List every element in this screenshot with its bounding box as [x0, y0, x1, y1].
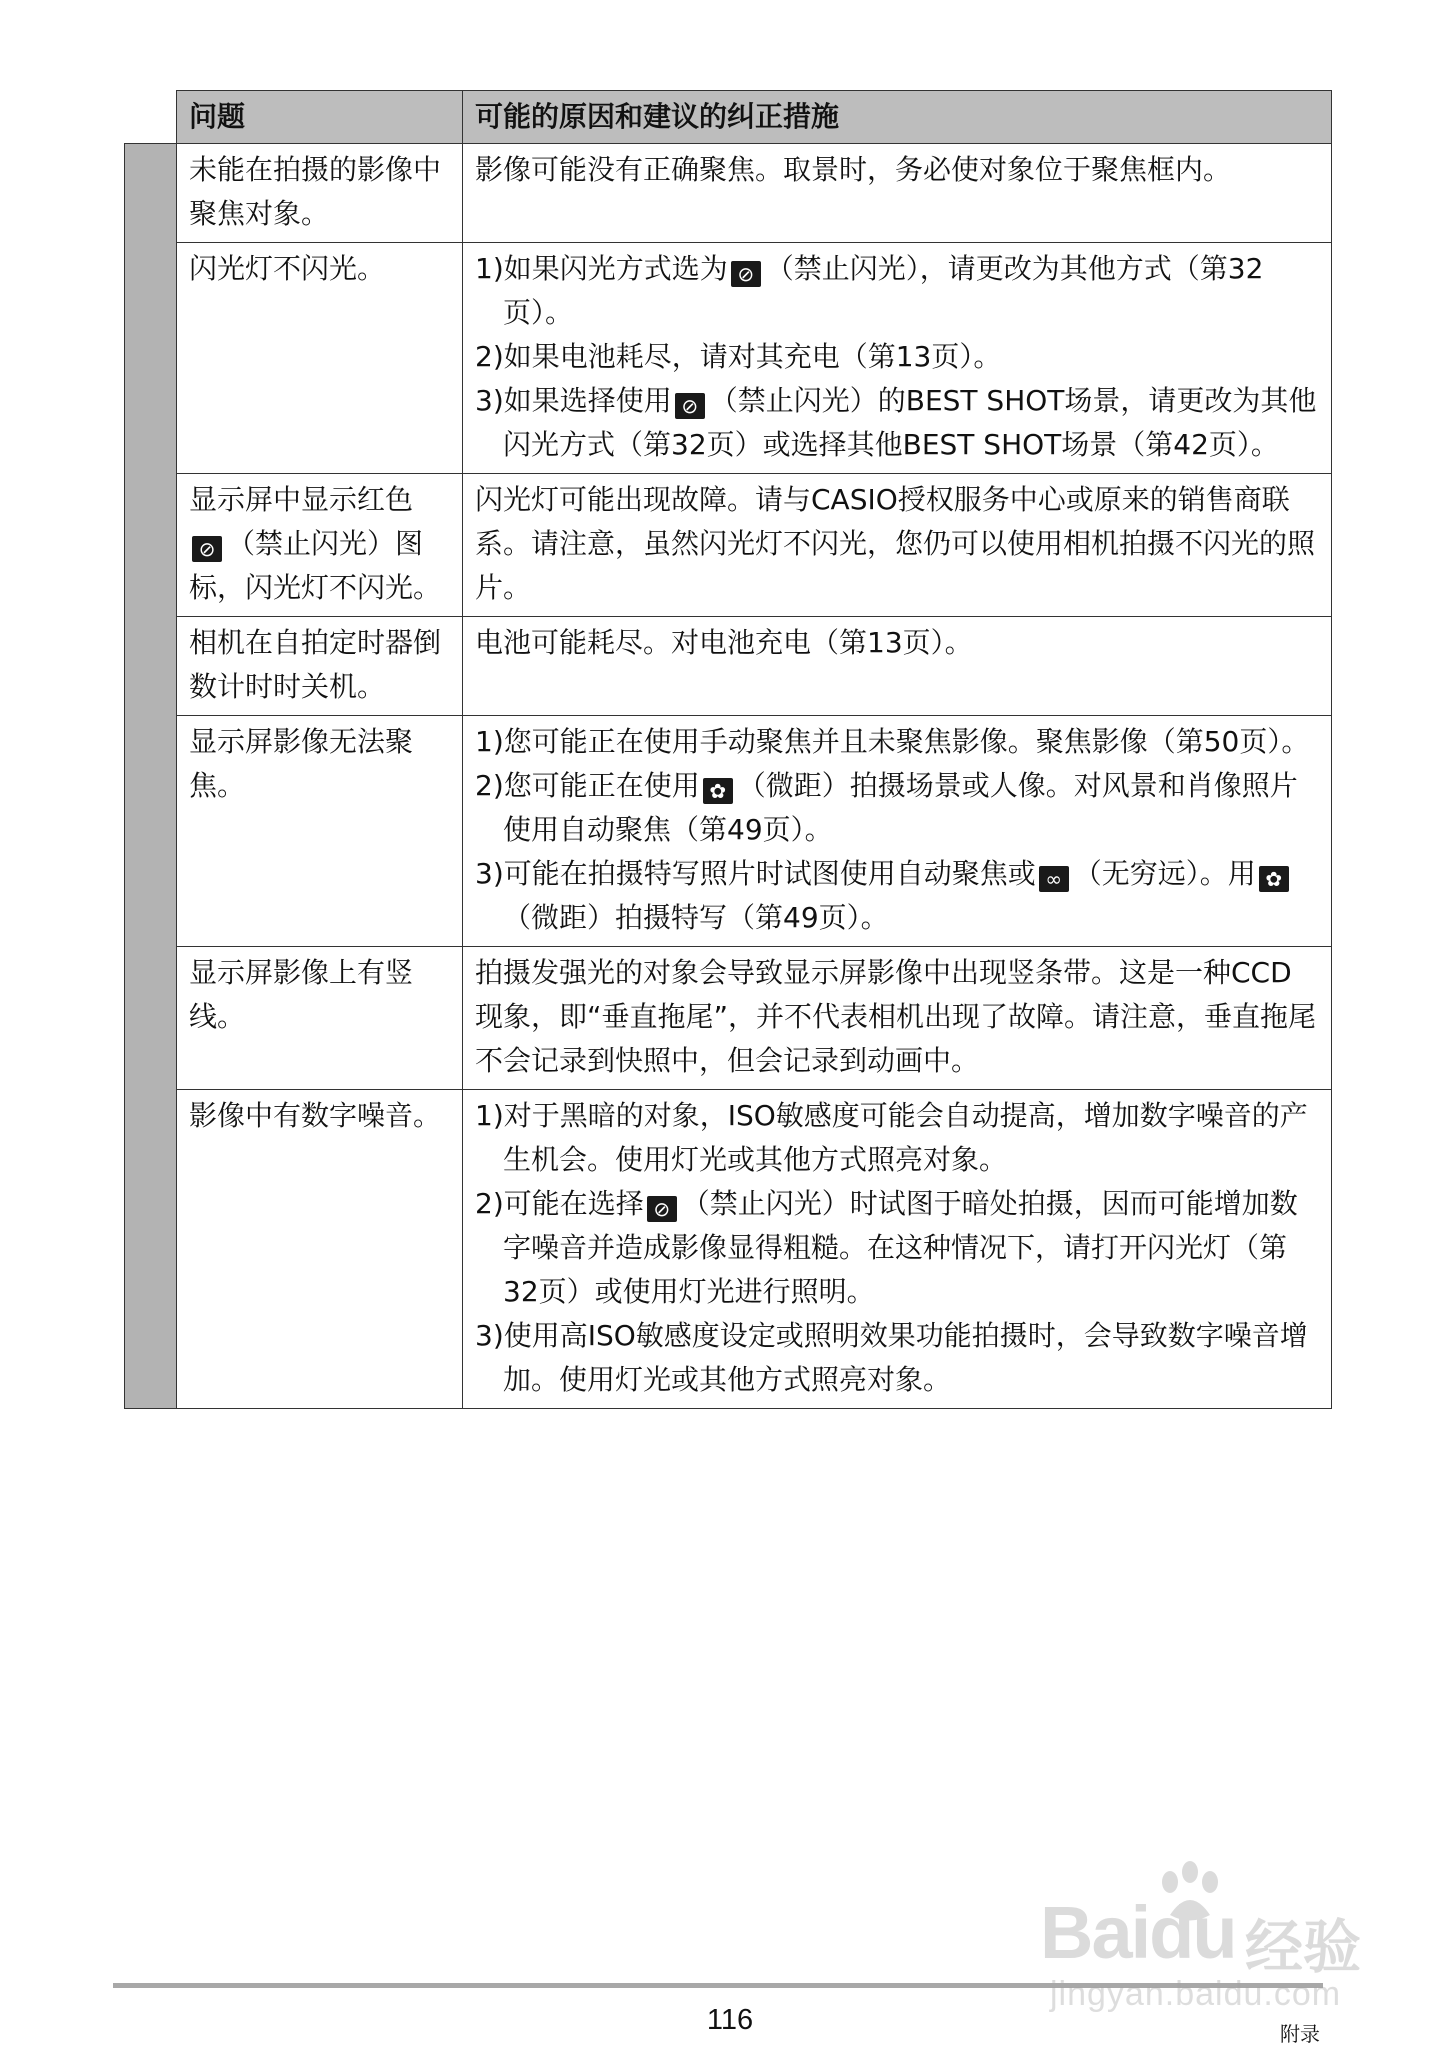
- text-segment: 1)您可能正在使用手动聚焦并且未聚焦影像。聚焦影像（第50页）。: [475, 725, 1310, 758]
- problem-cell: 相机在自拍定时器倒数计时时关机。: [177, 617, 463, 716]
- watermark-brand: Baidu: [1040, 1891, 1236, 1974]
- cause-item: [475, 720, 1319, 764]
- no-flash-icon: ⊘: [675, 393, 705, 419]
- no-flash-icon: ⊘: [192, 536, 222, 562]
- troubleshooting-table: [124, 90, 1332, 1409]
- text-segment: 3)使用高ISO敏感度设定或照明效果功能拍摄时，会导致数字噪音增加。使用灯光或其他方式照亮对象。: [475, 1319, 1308, 1396]
- text-segment: 闪光灯可能出现故障。请与CASIO授权服务中心或原来的销售商联系。请注意，虽然闪光灯不闪光，您仍可以使用相机拍摄不闪光的照片。: [475, 483, 1316, 604]
- text-segment: 拍摄发强光的对象会导致显示屏影像中出现竖条带。这是一种CCD现象，即“垂直拖尾”，并不代表相机出现了故障。请注意，垂直拖尾不会记录到快照中，但会记录到动画中。: [475, 956, 1317, 1077]
- watermark-brand-cn: 经验: [1245, 1913, 1362, 1981]
- cause-item: [475, 1182, 1319, 1314]
- table-row: [125, 474, 1332, 617]
- macro-icon: ✿: [1259, 866, 1289, 892]
- header-problem: 问题: [177, 91, 463, 144]
- baidu-watermark: [1040, 1860, 1370, 2020]
- table-row: [125, 716, 1332, 947]
- no-flash-icon: ⊘: [731, 261, 761, 287]
- text-segment: （微距）拍摄特写（第49页）。: [503, 901, 889, 934]
- causes-cell: [463, 243, 1332, 474]
- causes-cell: [463, 716, 1332, 947]
- watermark-url: jingyan.baidu.com: [1050, 1975, 1342, 2013]
- cause-item: [475, 621, 1319, 665]
- cause-item: [475, 1094, 1319, 1182]
- table-row: [125, 243, 1332, 474]
- problem-cell: 显示屏影像无法聚焦。: [177, 716, 463, 947]
- no-flash-icon: ⊘: [647, 1196, 677, 1222]
- problem-cell: 闪光灯不闪光。: [177, 243, 463, 474]
- text-segment: 2)可能在选择: [475, 1187, 644, 1220]
- table-body: [125, 144, 1332, 1409]
- table-row: [125, 1090, 1332, 1409]
- cause-item: [475, 1314, 1319, 1402]
- text-segment: 2)您可能正在使用: [475, 769, 700, 802]
- macro-icon: ✿: [703, 778, 733, 804]
- text-segment: （禁止闪光），请更改为其他方式（第32页）。: [503, 252, 1264, 329]
- problem-cell: 显示屏影像上有竖线。: [177, 947, 463, 1090]
- cause-item: [475, 852, 1319, 940]
- section-side-bar: [125, 144, 177, 1409]
- text-segment: （禁止闪光）的BEST SHOT场景，请更改为其他闪光方式（第32页）或选择其他BEST SHOT场景（第42页）。: [503, 384, 1317, 461]
- table-row: [125, 617, 1332, 716]
- causes-cell: [463, 474, 1332, 617]
- text-segment: 1)如果闪光方式选为: [475, 252, 728, 285]
- problem-cell: 影像中有数字噪音。: [177, 1090, 463, 1409]
- text-segment: 影像可能没有正确聚焦。取景时，务必使对象位于聚焦框内。: [475, 153, 1232, 186]
- text-segment: （无穷远）。用: [1073, 857, 1256, 890]
- text-segment: （禁止闪光）图标，闪光灯不闪光。: [189, 527, 442, 604]
- text-segment: 显示屏中显示红色: [189, 483, 414, 516]
- cause-item: [475, 379, 1319, 467]
- problem-cell: [177, 474, 463, 617]
- causes-cell: [463, 1090, 1332, 1409]
- causes-cell: [463, 617, 1332, 716]
- table-header-row: [125, 91, 1332, 144]
- page-number: 116: [706, 2004, 754, 2036]
- cause-item: [475, 247, 1319, 335]
- header-corner: [125, 91, 177, 144]
- text-segment: （微距）拍摄场景或人像。对风景和肖像照片使用自动聚焦（第49页）。: [503, 769, 1298, 846]
- text-segment: 1)对于黑暗的对象，ISO敏感度可能会自动提高，增加数字噪音的产生机会。使用灯光或其他方式照亮对象。: [475, 1099, 1308, 1176]
- causes-cell: [463, 947, 1332, 1090]
- text-segment: 电池可能耗尽。对电池充电（第13页）。: [475, 626, 973, 659]
- problem-cell: 未能在拍摄的影像中聚焦对象。: [177, 144, 463, 243]
- infinity-icon: ∞: [1039, 866, 1069, 892]
- cause-item: [475, 148, 1319, 192]
- text-segment: 3)可能在拍摄特写照片时试图使用自动聚焦或: [475, 857, 1036, 890]
- section-label: 附录: [1280, 2022, 1320, 2046]
- text-segment: 2)如果电池耗尽，请对其充电（第13页）。: [475, 340, 1002, 373]
- causes-cell: [463, 144, 1332, 243]
- table-row: [125, 144, 1332, 243]
- table-row: [125, 947, 1332, 1090]
- text-segment: （禁止闪光）时试图于暗处拍摄，因而可能增加数字噪音并造成影像显得粗糙。在这种情况下，请打开闪光灯（第32页）或使用灯光进行照明。: [503, 1187, 1298, 1308]
- header-causes: 可能的原因和建议的纠正措施: [463, 91, 1332, 144]
- cause-item: [475, 478, 1319, 610]
- cause-item: [475, 764, 1319, 852]
- text-segment: 3)如果选择使用: [475, 384, 672, 417]
- cause-item: [475, 335, 1319, 379]
- cause-item: [475, 951, 1319, 1083]
